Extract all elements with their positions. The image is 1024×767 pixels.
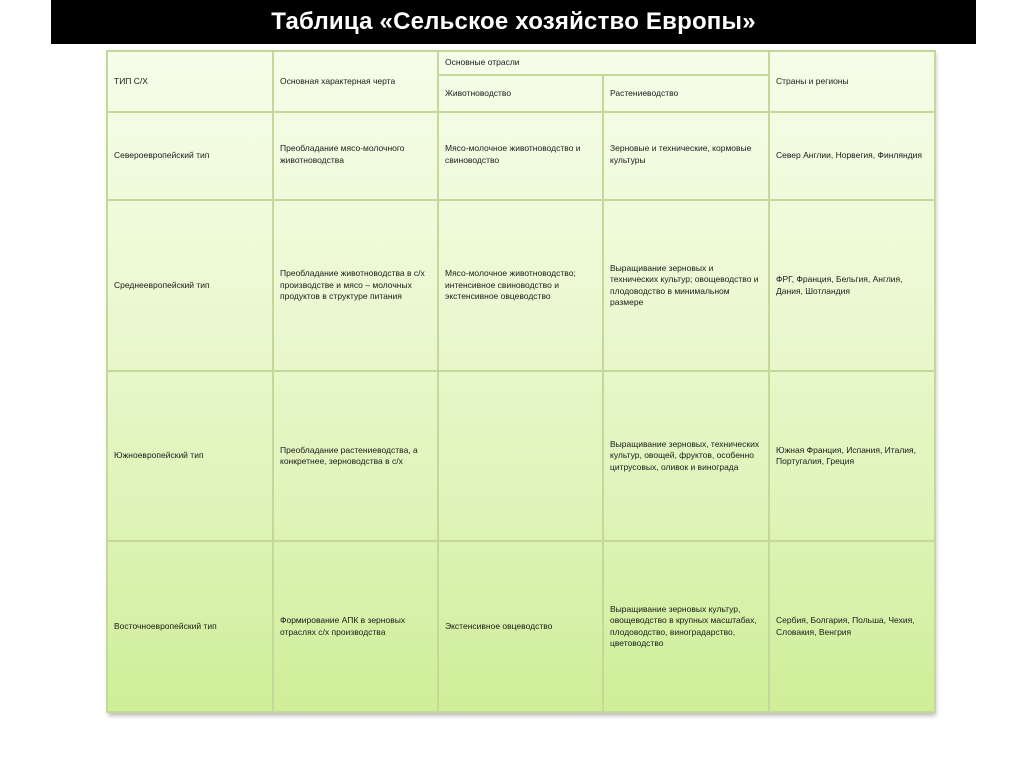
cell-feature: Формирование АПК в зерновых отраслях с/х производства	[273, 541, 438, 712]
cell-crops: Выращивание зерновых культур, овощеводство в крупных масштабах, плодоводство, виноградарство, цветоводство	[603, 541, 769, 712]
cell-type: Североевропейский тип	[107, 112, 273, 200]
agriculture-table	[106, 50, 934, 713]
header-type: ТИП С/Х	[107, 51, 273, 112]
cell-crops: Выращивание зерновых и технических культур; овощеводство и плодоводство в минимальном размере	[603, 200, 769, 371]
header-countries: Страны и регионы	[769, 51, 935, 112]
cell-countries: Сербия, Болгария, Польша, Чехия, Словакия, Венгрия	[769, 541, 935, 712]
cell-crops: Выращивание зерновых, технических культур, овощей, фруктов, особенно цитрусовых, оливок и винограда	[603, 371, 769, 541]
table-row	[107, 541, 935, 712]
cell-livestock: Мясо-молочное животноводство; интенсивное свиноводство и экстенсивное овцеводство	[438, 200, 603, 371]
table	[106, 50, 936, 713]
page-title: Таблица «Сельское хозяйство Европы»	[271, 8, 756, 35]
cell-feature: Преобладание мясо-молочного животноводства	[273, 112, 438, 200]
table-row	[107, 371, 935, 541]
table-row	[107, 112, 935, 200]
cell-crops: Зерновые и технические, кормовые культуры	[603, 112, 769, 200]
cell-type: Южноевропейский тип	[107, 371, 273, 541]
header-branches: Основные отрасли	[438, 51, 769, 75]
table-row	[107, 200, 935, 371]
header-crops: Растениеводство	[603, 75, 769, 112]
cell-countries: Север Англии, Норвегия, Финляндия	[769, 112, 935, 200]
cell-type: Восточноевропейский тип	[107, 541, 273, 712]
cell-countries: ФРГ, Франция, Бельгия, Англия, Дания, Шотландия	[769, 200, 935, 371]
cell-livestock	[438, 371, 603, 541]
cell-countries: Южная Франция, Испания, Италия, Португалия, Греция	[769, 371, 935, 541]
cell-feature: Преобладание растениеводства, а конкретнее, зерноводства в с/х	[273, 371, 438, 541]
cell-livestock: Мясо-молочное животноводство и свиноводство	[438, 112, 603, 200]
title-bar	[51, 0, 976, 44]
cell-type: Среднеевропейский тип	[107, 200, 273, 371]
cell-livestock: Экстенсивное овцеводство	[438, 541, 603, 712]
header-feature: Основная характерная черта	[273, 51, 438, 112]
header-livestock: Животноводство	[438, 75, 603, 112]
cell-feature: Преобладание животноводства в с/х производстве и мясо – молочных продуктов в структуре питания	[273, 200, 438, 371]
